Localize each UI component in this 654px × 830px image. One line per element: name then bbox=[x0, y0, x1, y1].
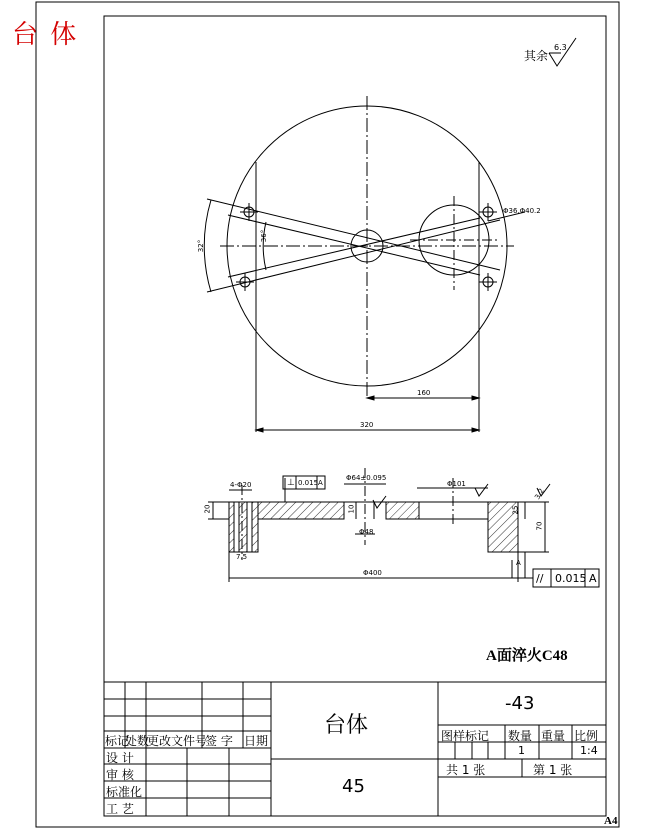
left-width-dim: 7.5 bbox=[236, 553, 248, 561]
header-rev-marks: 标记 bbox=[105, 734, 130, 748]
roughness-right: 3.2 bbox=[533, 487, 546, 501]
header-stage-mark: 图样标记 bbox=[441, 729, 490, 743]
corner-title: 台 体 bbox=[12, 20, 79, 50]
sheet-number: 第 1 张 bbox=[533, 763, 573, 777]
total-height-dim: 70 bbox=[535, 521, 544, 531]
surface-roughness-value: 6.3 bbox=[554, 43, 567, 52]
parallel-datum: A bbox=[589, 572, 597, 585]
header-rev-sign: 签 字 bbox=[205, 734, 233, 748]
flatness-tolerance: 0.015 bbox=[298, 479, 319, 487]
paper-size-label: A4 bbox=[604, 815, 618, 827]
center-dia-dim: Φ48 bbox=[359, 528, 374, 536]
scale-value: 1:4 bbox=[580, 744, 598, 757]
offset-dim: 160 bbox=[417, 389, 431, 397]
material-label: 45 bbox=[342, 776, 365, 797]
header-quantity: 数量 bbox=[508, 729, 533, 743]
row-process: 工 艺 bbox=[106, 802, 134, 816]
section-view bbox=[208, 468, 550, 582]
flatness-datum: A bbox=[318, 479, 323, 487]
quantity-value: 1 bbox=[518, 744, 525, 757]
datum-label: A bbox=[516, 559, 521, 567]
header-weight: 重量 bbox=[541, 729, 566, 743]
parallel-tolerance: 0.015 bbox=[555, 572, 587, 585]
hole-note: Φ36,Φ40.2 bbox=[503, 207, 541, 215]
parallel-symbol: // bbox=[536, 572, 544, 585]
total-dia-dim: Φ400 bbox=[363, 569, 382, 577]
row-standard: 标准化 bbox=[106, 785, 143, 799]
right-bore-dim: Φ101 bbox=[447, 480, 466, 488]
part-name: 台体 bbox=[324, 713, 369, 738]
header-rev-date: 日期 bbox=[244, 734, 269, 748]
angle-small-label: 36° bbox=[260, 229, 269, 243]
sheet-total: 共 1 张 bbox=[446, 763, 486, 777]
left-height-dim: 20 bbox=[203, 504, 212, 514]
row-review: 审 核 bbox=[106, 768, 134, 782]
heat-treatment-note: A面淬火C48 bbox=[486, 648, 568, 664]
row-design: 设 计 bbox=[106, 751, 134, 765]
flatness-symbol: ⊥ bbox=[287, 478, 295, 488]
center-height-dim: 10 bbox=[347, 504, 356, 514]
drawing-number: -43 bbox=[505, 693, 535, 714]
right-height-dim: 25 bbox=[511, 505, 520, 515]
surface-finish-label: 其余 bbox=[524, 49, 549, 63]
diameter-dim: 320 bbox=[360, 421, 374, 429]
header-rev-doc: 更改文件号 bbox=[147, 734, 208, 748]
header-rev-count: 处数 bbox=[125, 734, 150, 748]
angle-large-label: 32° bbox=[197, 239, 206, 253]
header-scale: 比例 bbox=[574, 729, 599, 743]
bore-tolerance-dim: Φ64±0.095 bbox=[346, 474, 387, 482]
counterbore-dim: 4-Φ20 bbox=[230, 481, 252, 489]
plan-view bbox=[204, 96, 525, 432]
